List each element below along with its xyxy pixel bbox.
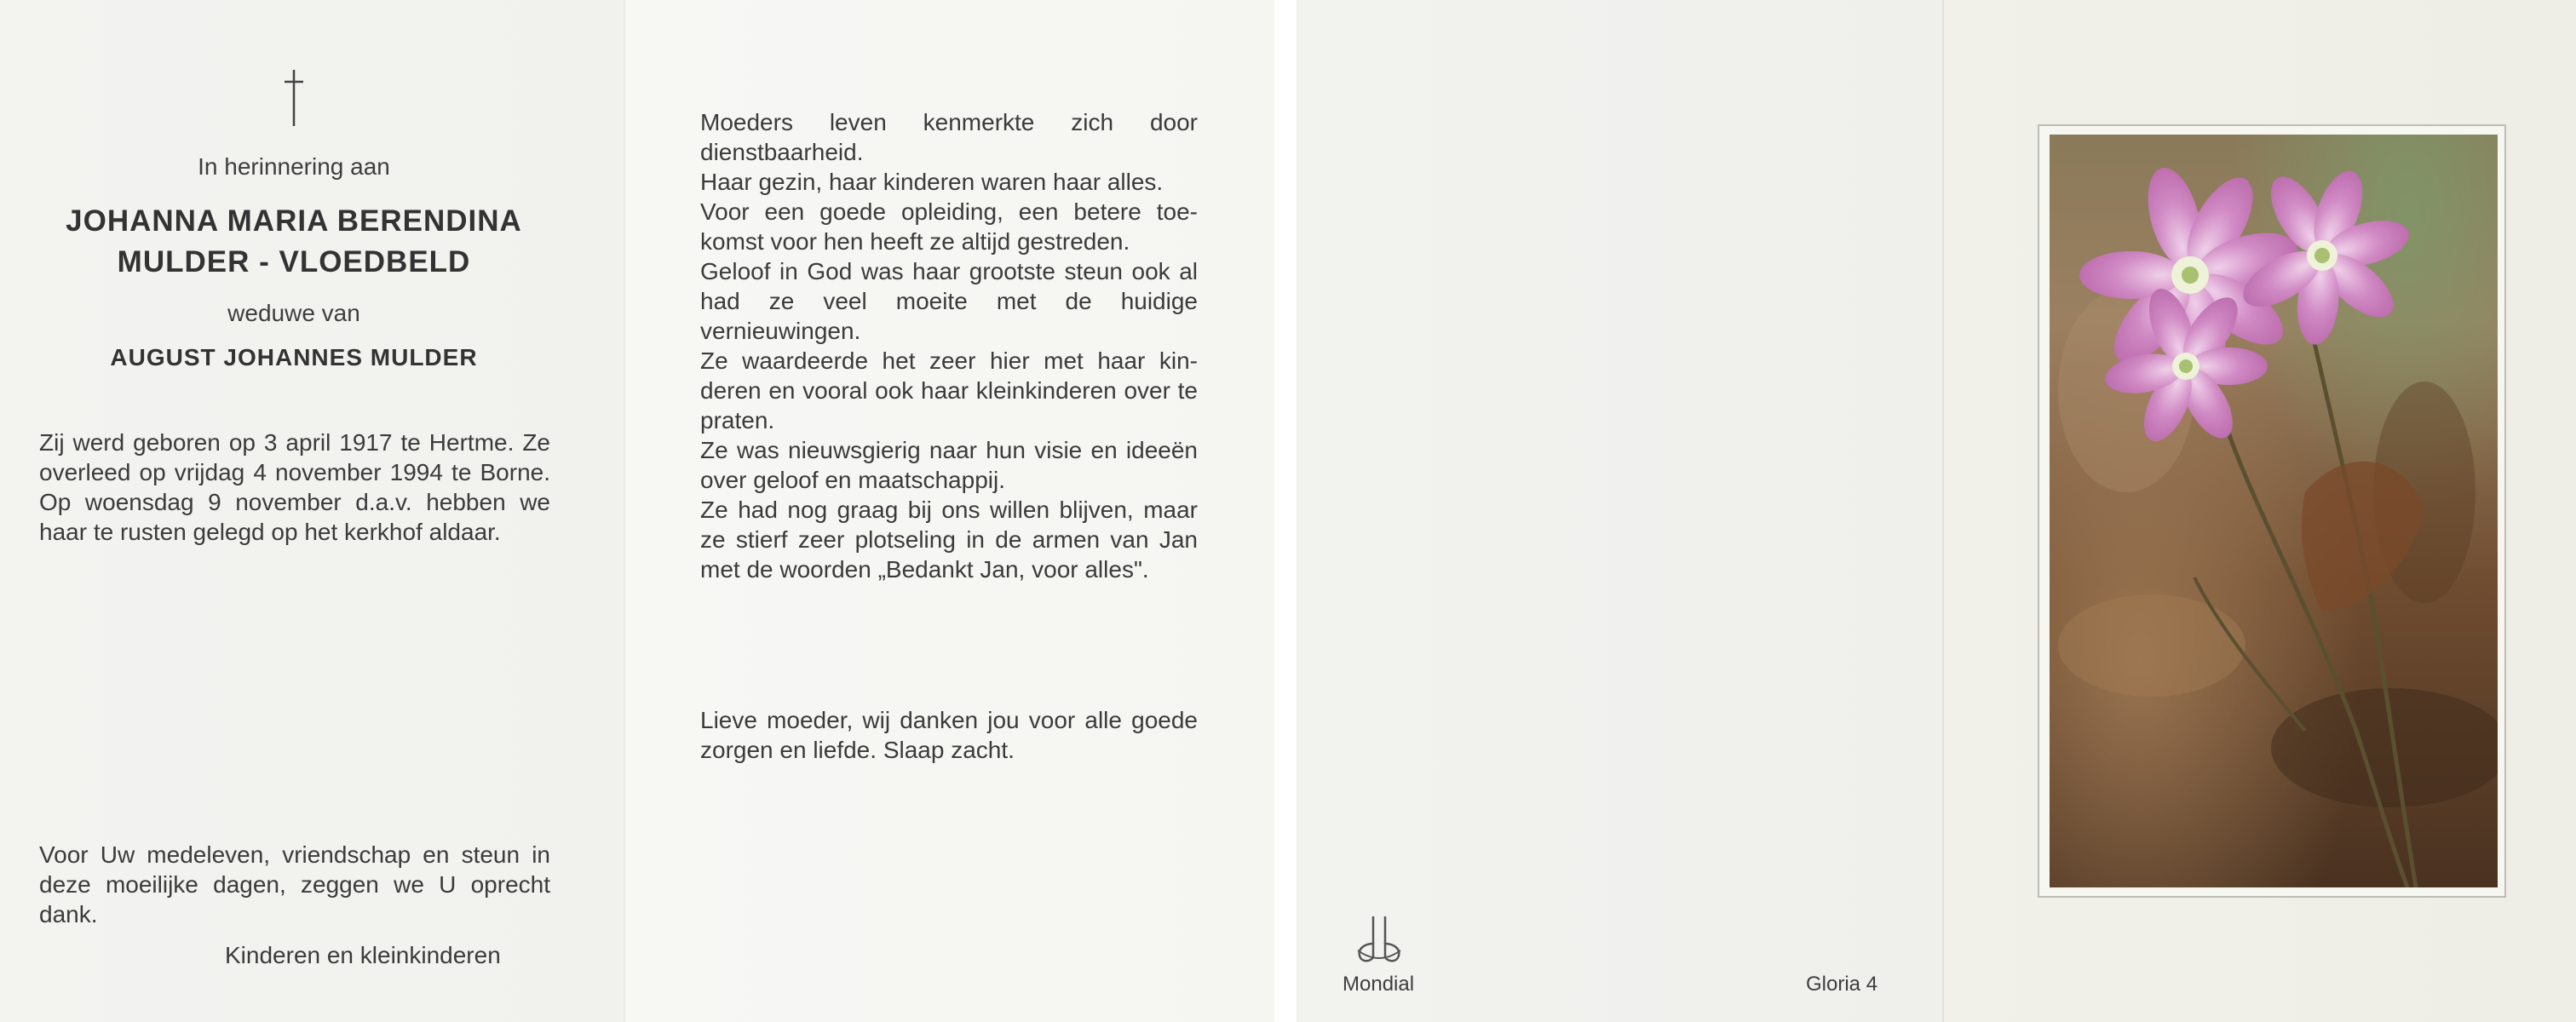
thanks-text: Voor Uw medeleven, vriendschap en steun in deze moeilijke dagen, zeggen we U oprecht dank. [39, 841, 550, 927]
name-line-2: MULDER - VLOEDBELD [117, 245, 471, 278]
tribute-line: Ze was nieuwsgierig naar hun visie en ideeën over geloof en maatschappij. [700, 437, 1198, 493]
cross-icon [273, 68, 315, 128]
intro-text: In herinnering aan [198, 153, 390, 180]
biography-text: Zij werd geboren op 3 april 1917 te Hertme. Ze overleed op vrijdag 4 november 1994 te Borne. Op woensdag 9 november d.a.v. hebben we haar te rusten gelegd op het kerkhof aldaar. [39, 429, 550, 545]
husband-name: AUGUST JOHANNES MULDER [110, 344, 478, 370]
card-back-panel [1297, 0, 1942, 1022]
fold-line [1942, 0, 1944, 1022]
publisher-label: Mondial [1343, 973, 1415, 996]
hepatica-flowers-photo [2050, 135, 2498, 887]
signoff-text: Kinderen en kleinkinderen [225, 942, 501, 968]
widow-label: weduwe van [227, 300, 360, 326]
tribute-line: Voor een goede opleiding, een betere toe-komst voor hen heeft ze altijd gestreden. [700, 198, 1198, 255]
tribute-text [700, 107, 1198, 584]
tribute-line: Moeders leven kenmerkte zich door dienstbaarheid. [700, 109, 1198, 165]
fold-line [624, 0, 625, 1022]
tribute-line: Geloof in God was haar grootste steun ook al had ze veel moeite met de huidige vernieuwingen. [700, 258, 1198, 344]
farewell-text: Lieve moeder, wij danken jou voor alle goede zorgen en liefde. Slaap zacht. [700, 707, 1198, 763]
deceased-name [26, 201, 562, 283]
scan-gap [1274, 0, 1297, 1022]
photo-frame [2038, 124, 2506, 898]
name-line-1: JOHANNA MARIA BERENDINA [66, 204, 522, 238]
mondial-logo-icon [1353, 913, 1406, 966]
tribute-line: Ze waardeerde het zeer hier met haar kin-deren en vooral ook haar kleinkinderen over te praten. [700, 347, 1198, 433]
series-label: Gloria 4 [1806, 973, 1878, 996]
tribute-line: Haar gezin, haar kinderen waren haar alles. [700, 169, 1164, 195]
tribute-line: Ze had nog graag bij ons willen blijven, maar ze stierf zeer plotseling in de armen van Jan met de woorden „Bedankt Jan, voor alles". [700, 497, 1198, 583]
